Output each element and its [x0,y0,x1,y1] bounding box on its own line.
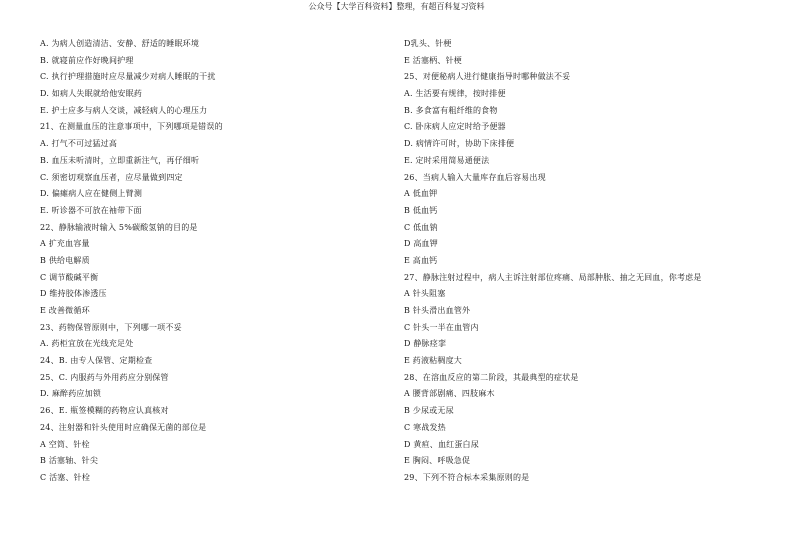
question-line: 21、在测量血压的注意事项中，下列哪项是错误的 [40,122,223,132]
question-line: E. 定时采用简易通便法 [404,155,490,165]
question-line: A. 生活要有规律，按时排便 [404,89,506,99]
question-line: C 低血钠 [404,222,438,232]
question-line: A 腰背部剧痛、四肢麻木 [404,389,495,399]
question-line: 24、B. 由专人保管、定期检查 [40,356,153,366]
question-line: A. 药柜宜放在光线充足处 [40,339,134,349]
right-column [404,36,784,487]
question-line: E 胸闷、呼吸急促 [404,456,471,466]
question-line: D. 病情许可时，协助下床排便 [404,139,515,149]
question-line: C 调节酸碱平衡 [40,272,99,282]
question-line: C 针头一半在血管内 [404,322,479,332]
page-header: 公众号【大学百科资料】整理，有超百科复习资料 [308,2,485,11]
question-line: D 高血钾 [404,239,438,249]
question-line: E 活塞柄、针梗 [404,55,462,65]
question-line: D 静脉痉挛 [404,339,447,349]
question-line: A 扩充血容量 [40,239,90,249]
question-line: B. 就寝前应作好晚间护理 [40,55,134,65]
question-line: B 低血钙 [404,205,438,215]
question-line: E. 护士应多与病人交谈，减轻病人的心理压力 [40,105,208,115]
question-line: E 改善微循环 [40,306,90,315]
question-line: A. 为病人创造清洁、安静、舒适的睡眠环境 [40,39,200,48]
question-line: D 维持胶体渗透压 [40,289,107,299]
question-line: B 供给电解质 [40,255,90,265]
question-line: 24、注射器和针头使用时应确保无菌的部位是 [40,422,207,432]
question-line: C 活塞、针栓 [40,472,91,482]
question-line: B. 血压未听清时，立即重新注气，再仔细听 [40,155,200,165]
question-line: D. 麻醉药应加锁 [40,389,102,399]
question-line: B. 多食富有粗纤维的食物 [404,105,498,115]
question-line: A. 打气不可过猛过高 [40,139,118,149]
question-line: E. 听诊器不可放在袖带下面 [40,205,142,215]
question-line: 29、下列不符合标本采集原则的是 [404,472,530,482]
question-line: C. 卧床病人应定时给予便器 [404,122,506,132]
question-line: C 寒战发热 [404,422,446,432]
question-line: D 黄疸、血红蛋白尿 [404,439,479,449]
question-line: B 针头滑出血管外 [404,306,471,315]
question-line: 25、对便秘病人进行健康指导时哪种做法不妥 [404,72,571,82]
question-line: 25、C. 内服药与外用药应分别保管 [40,372,169,382]
left-column [40,36,370,487]
question-line: 26、当病人输入大量库存血后容易出现 [404,172,546,182]
question-line: 26、E. 瓶签模糊的药物应认真核对 [40,406,169,416]
question-line: 22、静脉输液时输入 5%碳酸氢钠的目的是 [40,222,198,232]
question-line: 23、药物保管原则中，下列哪一项不妥 [40,322,182,332]
question-line: B 少尿或无尿 [404,406,454,416]
question-line: A 低血钾 [404,189,438,199]
question-line: C. 执行护理措施时应尽量减少对病人睡眠的干扰 [40,72,216,82]
question-line: 27、静脉注射过程中，病人主诉注射部位疼痛、局部肿胀、抽之无回血，你考虑是 [404,272,702,282]
question-line: D. 偏瘫病人应在健侧上臂测 [40,189,143,199]
question-line: E 高血钙 [404,255,438,265]
question-line: D乳头、针梗 [404,39,452,48]
question-line: E 药液粘稠度大 [404,356,462,366]
question-line: A 针头阻塞 [404,289,446,299]
question-line: 28、在溶血反应的第二阶段，其最典型的症状是 [404,372,579,382]
question-line: D. 如病人失眠就给他安眠药 [40,89,143,99]
question-line: C. 须密切观察血压者，应尽量做到四定 [40,172,183,182]
question-line: B 活塞轴、针尖 [40,456,99,466]
question-line: A 空筒、针栓 [40,439,90,449]
